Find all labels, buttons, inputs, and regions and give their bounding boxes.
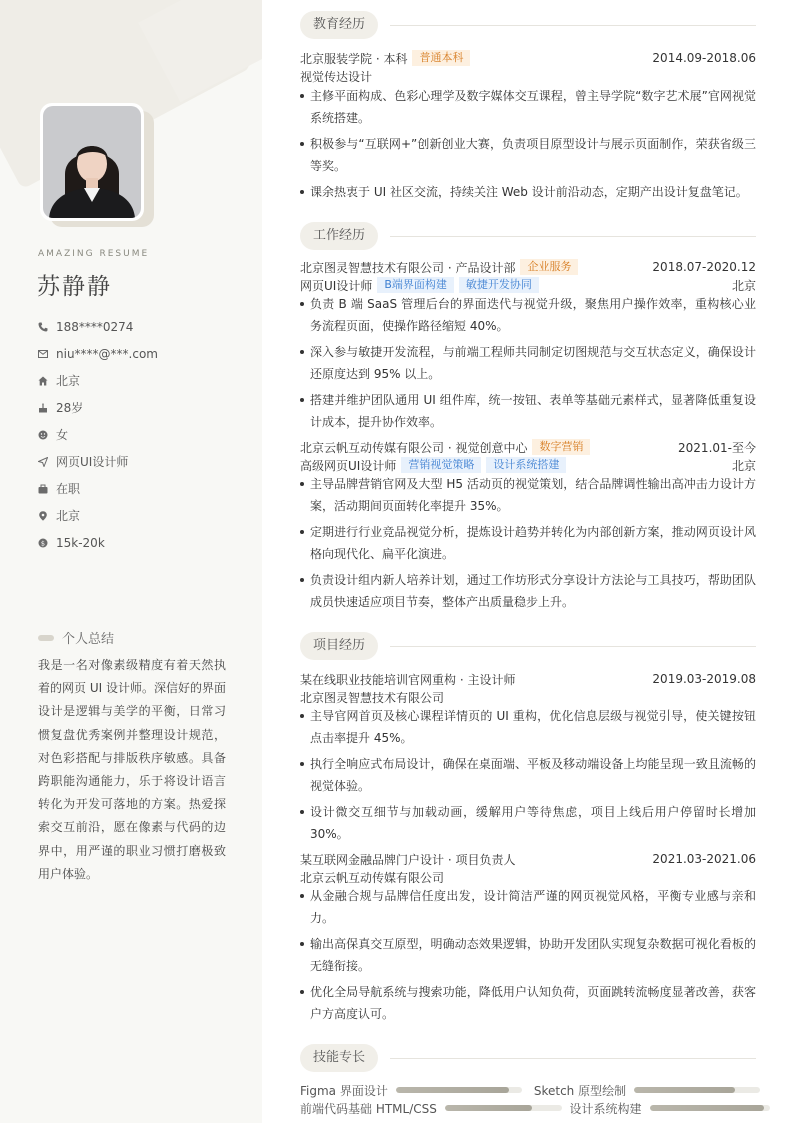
section-title: 工作经历 bbox=[300, 222, 378, 250]
skill-name: Sketch 原型绘制 bbox=[533, 1083, 627, 1098]
avatar bbox=[40, 103, 155, 228]
section-skills-heading bbox=[300, 1044, 756, 1072]
project-company-row bbox=[300, 688, 756, 706]
project-company: 北京图灵智慧技术有限公司 bbox=[300, 690, 445, 705]
job-period: 2018.07-2020.12 bbox=[652, 260, 756, 274]
skill-bar bbox=[396, 1087, 522, 1093]
contact-age bbox=[38, 394, 158, 421]
education-major: 视觉传达设计 bbox=[300, 69, 373, 84]
project-period: 2019.03-2019.08 bbox=[652, 672, 756, 686]
contact-text: 在职 bbox=[56, 482, 81, 496]
contact-location bbox=[38, 502, 158, 529]
portrait-image bbox=[43, 106, 141, 218]
job-role: 高级网页UI设计师 bbox=[300, 458, 397, 473]
send-icon bbox=[38, 457, 48, 467]
project-company-row bbox=[300, 868, 756, 886]
company-name: 北京图灵智慧技术有限公司 · 产品设计部 bbox=[300, 260, 516, 275]
skill-bar-fill bbox=[445, 1105, 533, 1111]
skill-tag: 敏捷开发协同 bbox=[459, 277, 539, 293]
salary-icon bbox=[38, 538, 48, 548]
list-item: 负责设计组内新人培养计划，通过工作坊形式分享设计方法论与工具技巧，帮助团队成员快速适应项目节奏，整体产出质量稳步上升。 bbox=[300, 569, 756, 613]
skill-name: 设计系统构建 bbox=[569, 1101, 642, 1116]
job-role-row bbox=[300, 456, 756, 474]
education-tag: 普通本科 bbox=[412, 50, 470, 66]
contact-email bbox=[38, 340, 158, 367]
summary-title: 个人总结 bbox=[62, 632, 115, 647]
summary-heading bbox=[38, 628, 114, 647]
svg-text:$: $ bbox=[40, 538, 46, 547]
avatar-frame bbox=[40, 103, 144, 221]
skill-row bbox=[300, 1100, 770, 1116]
phone-icon bbox=[38, 322, 48, 332]
list-item: 主导品牌营销官网及大型 H5 活动页的视觉策划，结合品牌调性输出高冲击力设计方案，活动期间页面转化率提升 35%。 bbox=[300, 473, 756, 517]
section-title: 技能专长 bbox=[300, 1044, 378, 1072]
list-item: 输出高保真交互原型，明确动态效果逻辑，协助开发团队实现复杂数据可视化看板的无缝衔接。 bbox=[300, 933, 756, 977]
education-header bbox=[300, 49, 756, 67]
contact-text: 28岁 bbox=[56, 401, 84, 415]
contact-position bbox=[38, 448, 158, 475]
cake-icon bbox=[38, 403, 48, 413]
contact-text: 北京 bbox=[56, 509, 81, 523]
company-name: 北京云帆互动传媒有限公司 · 视觉创意中心 bbox=[300, 440, 528, 455]
list-item: 定期进行行业竞品视觉分析，提炼设计趋势并转化为内部创新方案，推动网页设计风格向现代化、扁平化演进。 bbox=[300, 521, 756, 565]
job-role-row bbox=[300, 276, 756, 294]
list-item: 执行全响应式布局设计，确保在桌面端、平板及移动端设备上均能呈现一致且流畅的视觉体验。 bbox=[300, 753, 756, 797]
skill-bar-fill bbox=[650, 1105, 764, 1111]
location-pin-icon bbox=[38, 511, 48, 521]
job-bullets bbox=[300, 473, 756, 617]
industry-tag: 企业服务 bbox=[520, 259, 578, 275]
education-major-row bbox=[300, 67, 756, 85]
candidate-name: 苏静静 bbox=[37, 274, 112, 300]
project-period: 2021.03-2021.06 bbox=[652, 852, 756, 866]
section-divider bbox=[390, 236, 756, 237]
list-item: 主导官网首页及核心课程详情页的 UI 重构，优化信息层级与视觉引导，使关键按钮点击率提升 45%。 bbox=[300, 705, 756, 749]
project-name: 某互联网金融品牌门户设计 · 项目负责人 bbox=[300, 852, 516, 867]
project-header bbox=[300, 670, 756, 688]
contact-text: 188****0274 bbox=[56, 319, 134, 334]
contact-phone bbox=[38, 313, 158, 340]
project-bullets bbox=[300, 885, 756, 1029]
industry-tag: 数字营销 bbox=[532, 439, 590, 455]
section-education-heading bbox=[300, 11, 756, 39]
skill-bar-fill bbox=[396, 1087, 509, 1093]
list-item: 课余热衷于 UI 社区交流，持续关注 Web 设计前沿动态，定期产出设计复盘笔记。 bbox=[300, 181, 756, 203]
contact-gender bbox=[38, 421, 158, 448]
list-item: 深入参与敏捷开发流程，与前端工程师共同制定切图规范与交互状态定义，确保设计还原度达到 95% 以上。 bbox=[300, 341, 756, 385]
contact-salary bbox=[38, 529, 158, 556]
school-name: 北京服装学院 · 本科 bbox=[300, 51, 408, 66]
contact-text: 15k-20k bbox=[56, 535, 105, 550]
contact-home bbox=[38, 367, 158, 394]
skill-bar bbox=[634, 1087, 760, 1093]
skill-row bbox=[300, 1082, 770, 1098]
skill-tag: 营销视觉策略 bbox=[401, 457, 481, 473]
job-header bbox=[300, 438, 756, 456]
job-city: 北京 bbox=[731, 458, 756, 473]
education-bullets bbox=[300, 85, 756, 207]
contact-text: niu****@***.com bbox=[56, 346, 158, 361]
heading-marker bbox=[38, 635, 54, 641]
resume-tagline: AMAZING RESUME bbox=[38, 249, 150, 259]
contact-text: 网页UI设计师 bbox=[56, 455, 129, 469]
home-icon bbox=[38, 376, 48, 386]
skill-bar bbox=[650, 1105, 770, 1111]
section-divider bbox=[390, 25, 756, 26]
sidebar bbox=[0, 0, 262, 1123]
job-header bbox=[300, 258, 756, 276]
skill-tag: B端界面构建 bbox=[377, 277, 454, 293]
contact-text: 北京 bbox=[56, 374, 81, 388]
section-title: 项目经历 bbox=[300, 632, 378, 660]
section-divider bbox=[390, 646, 756, 647]
contact-list bbox=[38, 313, 158, 556]
job-bullets bbox=[300, 293, 756, 437]
contact-text: 女 bbox=[56, 428, 69, 442]
section-work-heading bbox=[300, 222, 756, 250]
project-name: 某在线职业技能培训官网重构 · 主设计师 bbox=[300, 672, 516, 687]
job-period: 2021.01-至今 bbox=[678, 440, 756, 455]
email-icon bbox=[38, 349, 48, 359]
contact-status bbox=[38, 475, 158, 502]
project-header bbox=[300, 850, 756, 868]
list-item: 主修平面构成、色彩心理学及数字媒体交互课程，曾主导学院“数字艺术展”官网视觉系统搭建。 bbox=[300, 85, 756, 129]
job-role: 网页UI设计师 bbox=[300, 278, 373, 293]
skill-name: 前端代码基础 HTML/CSS bbox=[300, 1101, 437, 1116]
list-item: 负责 B 端 SaaS 管理后台的界面迭代与视觉升级，聚焦用户操作效率，重构核心业务流程页面，使操作路径缩短 40%。 bbox=[300, 293, 756, 337]
briefcase-icon bbox=[38, 484, 48, 494]
job-city: 北京 bbox=[731, 278, 756, 293]
gender-icon bbox=[38, 430, 48, 440]
section-title: 教育经历 bbox=[300, 11, 378, 39]
list-item: 从金融合规与品牌信任度出发，设计简洁严谨的网页视觉风格，平衡专业感与亲和力。 bbox=[300, 885, 756, 929]
section-divider bbox=[390, 1058, 756, 1059]
list-item: 积极参与“互联网+”创新创业大赛，负责项目原型设计与展示页面制作，荣获省级三等奖。 bbox=[300, 133, 756, 177]
project-company: 北京云帆互动传媒有限公司 bbox=[300, 870, 445, 885]
section-projects-heading bbox=[300, 632, 756, 660]
skill-bar-fill bbox=[634, 1087, 735, 1093]
skill-tag: 设计系统搭建 bbox=[486, 457, 566, 473]
education-period: 2014.09-2018.06 bbox=[652, 51, 756, 65]
list-item: 设计微交互细节与加载动画，缓解用户等待焦虑，项目上线后用户停留时长增加 30%。 bbox=[300, 801, 756, 845]
list-item: 优化全局导航系统与搜索功能，降低用户认知负荷，页面跳转流畅度显著改善，获客户方高度认可。 bbox=[300, 981, 756, 1025]
project-bullets bbox=[300, 705, 756, 849]
skill-name: Figma 界面设计 bbox=[300, 1083, 388, 1098]
skill-bar bbox=[445, 1105, 562, 1111]
summary-text: 我是一名对像素级精度有着天然执着的网页 UI 设计师。深信好的界面设计是逻辑与美学的平衡，日常习惯复盘优秀案例并整理设计规范，对色彩搭配与排版秩序敏感。具备跨职能沟通能力，乐于将设计语言转化为开发可落地的方案。热爱探索交互前沿，愿在像素与代码的边界中，用严谨的职业习惯打磨极致用户体验。 bbox=[38, 658, 226, 881]
list-item: 搭建并维护团队通用 UI 组件库，统一按钮、表单等基础元素样式，显著降低重复设计成本，提升协作效率。 bbox=[300, 389, 756, 433]
